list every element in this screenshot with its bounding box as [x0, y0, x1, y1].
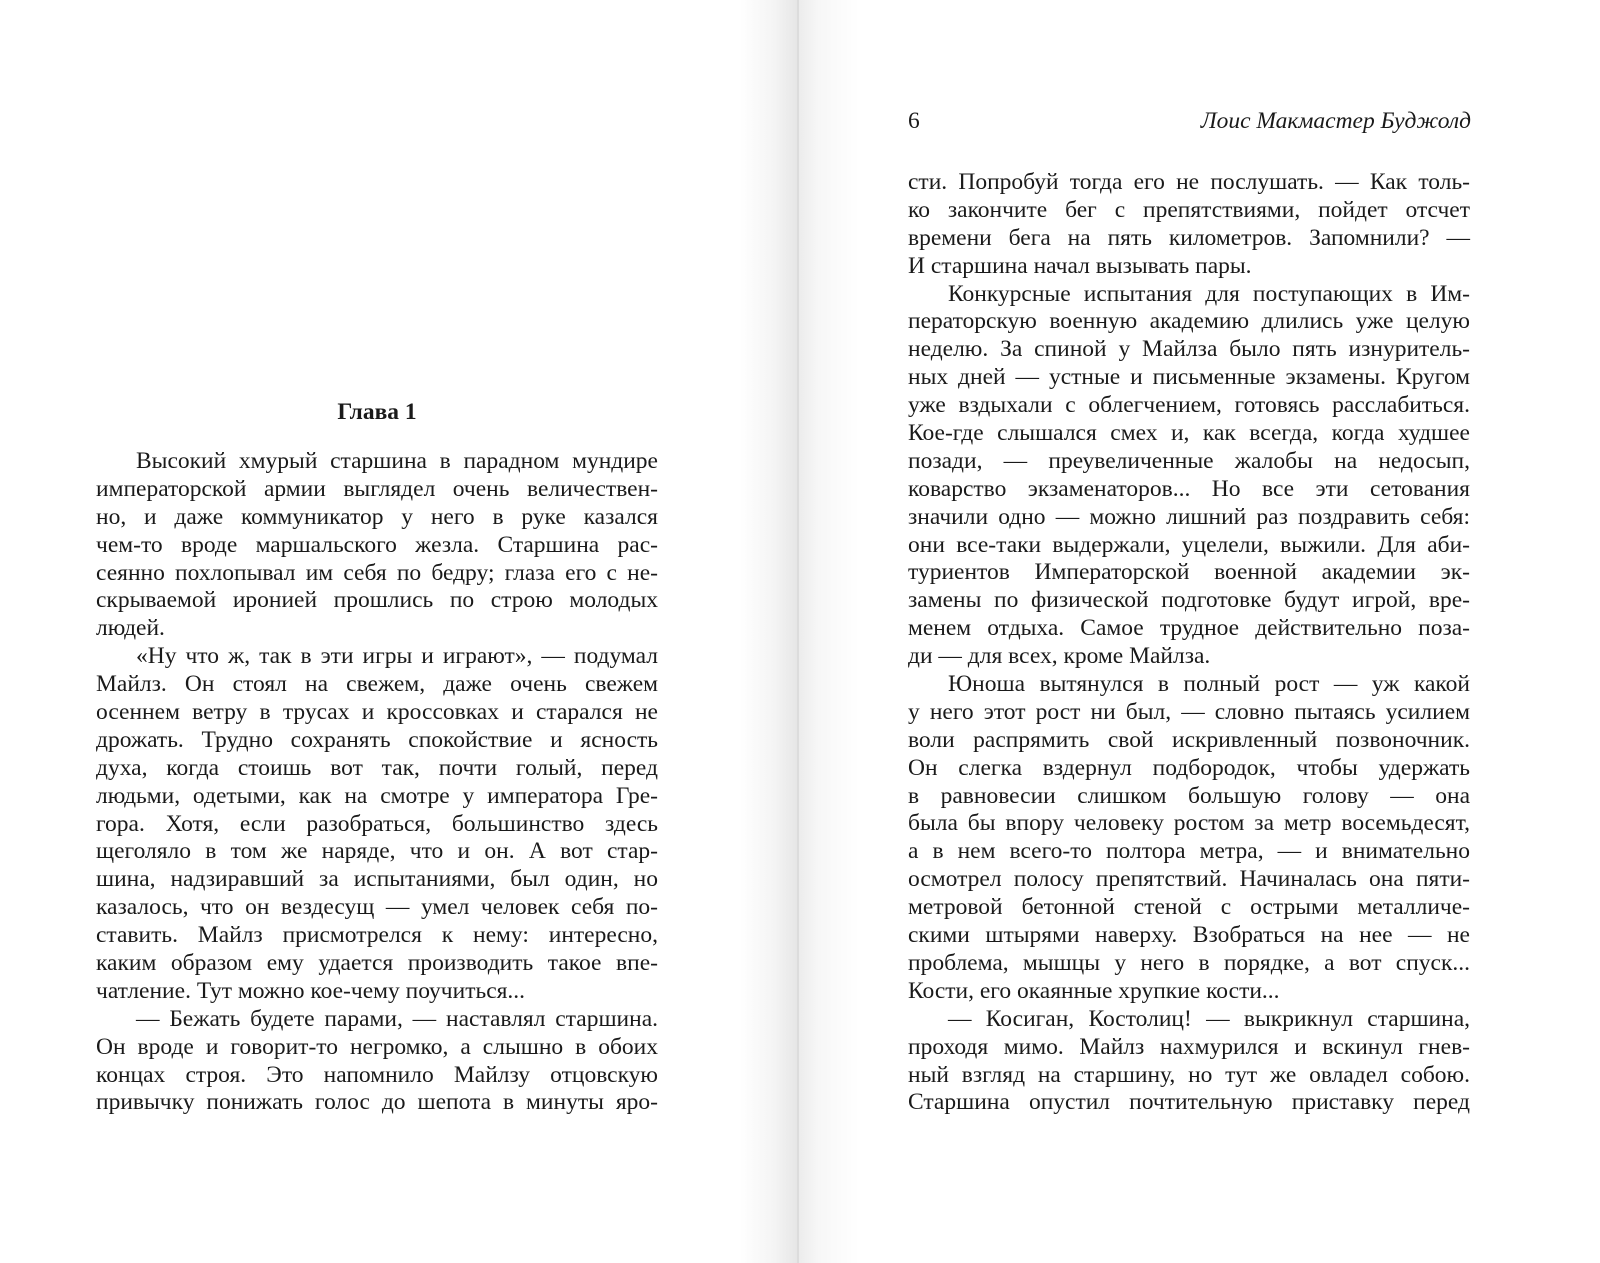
page-number: 6: [908, 108, 920, 134]
text-line: а в нем всего-то полтора метра, — и внимательно: [908, 838, 1470, 865]
text-line: «Ну что ж, так в эти игры и играют», — подумал: [136, 643, 658, 670]
text-line: но, и даже коммуникатор у него в руке казался: [96, 503, 658, 530]
text-line: туриентов Императорской военной академии эк-: [908, 559, 1470, 586]
text-line: Юноша вытянулся в полный рост — уж какой: [948, 671, 1470, 698]
right-page-text: [908, 169, 1470, 1117]
running-head-author: Лоис Макмастер Буджолд: [1200, 108, 1471, 134]
text-line: ди — для всех, кроме Майлза.: [908, 643, 1211, 670]
text-line: ко закончите бег с препятствиями, пойдет отсчет: [908, 196, 1470, 223]
text-line: ных дней — устные и письменные экзамены. Кругом: [908, 364, 1470, 391]
paragraph: [96, 1006, 658, 1118]
paragraph: [96, 643, 658, 1006]
paragraph: [908, 169, 1470, 281]
text-line: чем-то вроде маршальского жезла. Старшина рас-: [96, 531, 658, 558]
text-line: воли распрямить свой искривленный позвоночник.: [908, 726, 1470, 753]
text-line: Конкурсные испытания для поступающих в Им-: [948, 280, 1470, 307]
text-line: неделю. За спиной у Майлза было пять изнуритель-: [908, 336, 1470, 363]
text-line: ный взгляд на старшину, но тут же овладел собою.: [908, 1061, 1470, 1088]
text-line: духа, когда стоишь вот так, почти голый, перед: [96, 754, 658, 781]
text-line: дрожать. Трудно сохранять спокойствие и ясность: [96, 726, 658, 753]
text-line: коварство экзаменаторов... Но все эти сетования: [908, 475, 1470, 502]
text-line: концах строя. Это напомнило Майлзу отцовскую: [96, 1061, 658, 1088]
text-line: Кое-где слышался смех и, как всегда, когда худшее: [908, 420, 1470, 447]
text-line: И старшина начал вызывать пары.: [908, 252, 1252, 279]
left-page: [0, 0, 797, 1263]
text-line: Высокий хмурый старшина в парадном мундире: [136, 448, 658, 474]
text-line: гора. Хотя, если разобраться, большинство здесь: [96, 810, 658, 837]
text-line: чатление. Тут можно кое-чему поучиться...: [96, 977, 526, 1004]
text-line: у него этот рост ни был, — словно пытаясь усилием: [908, 698, 1470, 725]
text-line: осмотрел полосу препятствий. Начиналась она пяти-: [908, 866, 1470, 893]
text-line: замены по физической подготовке будут игрой, вре-: [908, 587, 1470, 614]
text-line: людей.: [96, 615, 165, 642]
text-line: Кости, его окаянные хрупкие кости...: [908, 977, 1280, 1004]
left-page-text: [96, 448, 658, 1117]
text-line: шина, надзиравший за испытаниями, был один, но: [96, 866, 658, 893]
text-line: Старшина опустил почтительную приставку перед: [908, 1089, 1470, 1116]
paragraph: [908, 281, 1470, 671]
text-line: ператорскую военную академию длились уже целую: [908, 308, 1470, 335]
text-line: метровой бетонной стеной с острыми металличе-: [908, 894, 1470, 921]
text-line: Он вроде и говорит-то негромко, а слышно в обоих: [96, 1033, 658, 1060]
text-line: уже вздыхали с облегчением, готовясь расслабиться.: [908, 392, 1470, 419]
chapter-title: Глава 1: [337, 399, 417, 425]
text-line: проходя мимо. Майлз нахмурился и вскинул гнев-: [908, 1033, 1470, 1060]
text-line: Майлз. Он стоял на свежем, даже очень свежем: [96, 671, 658, 698]
text-line: щеголяло в том же наряде, что и он. А вот стар-: [96, 838, 658, 865]
text-line: проблема, мышцы у него в порядке, а вот спуск...: [908, 949, 1470, 976]
text-line: значили одно — можно лишний раз поздравить себя:: [908, 503, 1470, 530]
text-line: людьми, одетыми, как на смотре у императора Гре-: [96, 782, 658, 809]
paragraph: [96, 448, 658, 643]
text-line: казалось, что он вездесущ — умел человек себя по-: [96, 894, 658, 921]
text-line: времени бега на пять километров. Запомнили? —: [908, 224, 1470, 251]
paragraph: [908, 671, 1470, 1006]
text-line: ставить. Майлз присмотрелся к нему: интересно,: [96, 922, 658, 949]
text-line: позади, — преувеличенные жалобы на недосып,: [908, 447, 1470, 474]
text-line: Он слегка вздернул подбородок, чтобы удержать: [908, 754, 1470, 781]
text-line: в равновесии слишком большую голову — она: [908, 782, 1470, 809]
right-page: [799, 0, 1600, 1263]
text-line: осеннем ветру в трусах и кроссовках и старался не: [96, 699, 658, 726]
text-line: сеянно похлопывал им себя по бедру; глаза его с не-: [96, 559, 658, 586]
text-line: — Бежать будете парами, — наставлял старшина.: [136, 1005, 658, 1032]
text-line: каким образом ему удается производить такое впе-: [96, 950, 658, 977]
text-line: скрываемой иронией прошлись по строю молодых: [96, 587, 658, 614]
paragraph: [908, 1006, 1470, 1118]
text-line: была бы впору человеку ростом за метр восемьдесят,: [908, 810, 1470, 837]
text-line: они все-таки выдержали, уцелели, выжили. Для аби-: [908, 531, 1470, 558]
text-line: — Косиган, Костолиц! — выкрикнул старшина,: [948, 1005, 1470, 1032]
text-line: скими штырями наверху. Взобраться на нее — не: [908, 922, 1470, 949]
text-line: императорской армии выглядел очень величествен-: [96, 475, 658, 502]
text-line: менем отдыха. Самое трудное действительно поза-: [908, 615, 1470, 642]
text-line: сти. Попробуй тогда его не послушать. — Как толь-: [908, 169, 1470, 195]
text-line: привычку понижать голос до шепота в минуты яро-: [96, 1089, 658, 1116]
